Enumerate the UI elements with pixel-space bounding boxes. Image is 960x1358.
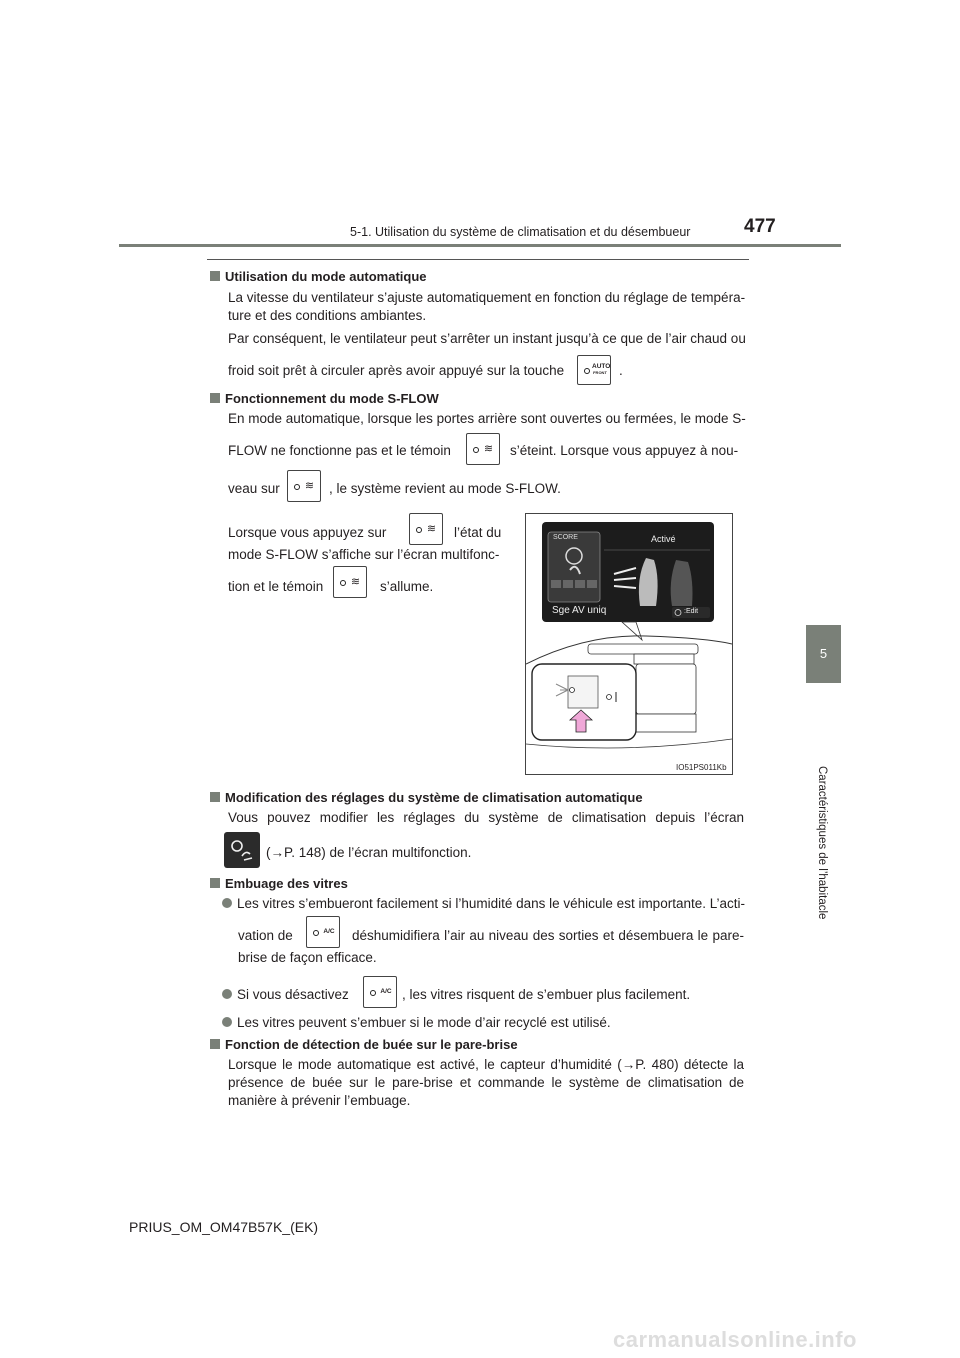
sflow-text-6a: tion et le témoin (228, 579, 324, 594)
sflow-text-4a: Lorsque vous appuyez sur (228, 525, 387, 540)
sflow-text-1: En mode automatique, lorsque les portes arrière sont ouvertes ou fermées, le mode S- (228, 411, 746, 426)
auto-mode-text-4: froid soit prêt à circuler après avoir appuyé sur la touche (228, 363, 565, 378)
sflow-indicator-icon-2: ≋ (333, 566, 367, 598)
active-label: Activé (651, 534, 676, 544)
sflow-text-5: mode S-FLOW s’affiche sur l’écran multifonc- (228, 547, 500, 562)
auto-mode-text-3: Par conséquent, le ventilateur peut s’arrêter un instant jusqu’à ce que de l’air chaud ou (228, 331, 746, 346)
climate-settings-icon (224, 832, 260, 868)
square-bullet-icon (210, 271, 220, 281)
document-code-footer: PRIUS_OM_OM47B57K_(EK) (129, 1219, 319, 1235)
fogging-bullet-3: Les vitres peuvent s’embuer si le mode d’air recyclé est utilisé. (222, 1015, 611, 1030)
fogging-bullet-2-line-a: Si vous désactivez (222, 987, 349, 1002)
sflow-button-icon-2: ≋ (409, 513, 443, 545)
modify-text-2: (→P. 148) de l’écran multifonction. (266, 845, 472, 860)
watermark: carmanualsonline.info (613, 1327, 857, 1352)
sflow-text-3a: veau sur (228, 481, 280, 496)
header-title: 5-1. Utilisation du système de climatisation et du désembueur (350, 225, 691, 239)
fogging-bullet-1-line-1: Les vitres s’embueront facilement si l’humidité dans le véhicule est importante. L’acti- (222, 896, 744, 911)
ac-button-icon: A/C (306, 916, 340, 948)
auto-button-label: AUTO FRONT (592, 363, 611, 375)
figure-code: IO51PS011Kb (676, 763, 727, 772)
fogging-bullet-1-line-2b: déshumidifiera l’air au niveau des sorties et désembuera le pare- (352, 928, 744, 943)
square-bullet-icon (210, 792, 220, 802)
edit-label: :Edit (684, 608, 699, 615)
rear-seat-icon (671, 560, 693, 606)
ac-button-icon-2: A/C (363, 976, 397, 1008)
indicator-dot-icon (584, 368, 590, 374)
sflow-text-2b: s’éteint. Lorsque vous appuyez à nou- (510, 443, 739, 458)
square-bullet-icon (210, 878, 220, 888)
heading-detection: Fonction de détection de buée sur le pare-brise (210, 1037, 518, 1052)
sflow-indicator-icon: ≋ (466, 433, 500, 465)
square-bullet-icon (210, 1039, 220, 1049)
chapter-side-label: Caractéristiques de l’habitacle (816, 766, 828, 920)
fogging-bullet-2-line-b: , les vitres risquent de s’embuer plus facilement. (402, 987, 691, 1002)
chapter-tab[interactable]: 5 (806, 625, 841, 683)
score-label: SCORE (553, 534, 578, 541)
center-display (636, 664, 696, 714)
fogging-bullet-1-line-3: brise de façon efficace. (238, 950, 377, 965)
header-rule (119, 244, 841, 247)
heading-auto-mode: Utilisation du mode automatique (210, 269, 427, 284)
sflow-text-2a: FLOW ne fonctionne pas et le témoin (228, 443, 451, 458)
heading-modify: Modification des réglages du système de climatisation automatique (210, 790, 643, 805)
round-bullet-icon (222, 1017, 232, 1027)
dashboard-drawing (526, 514, 732, 774)
detection-text-2: présence de buée sur le pare-brise et commande le système de climatisation de (228, 1075, 744, 1090)
auto-mode-text-1: La vitesse du ventilateur s’ajuste automatiquement en fonction du réglage de tempéra- (228, 290, 746, 305)
sflow-text-6b: s’allume. (380, 579, 434, 594)
heading-sflow: Fonctionnement du mode S-FLOW (210, 391, 439, 406)
auto-mode-text-4-end: . (619, 363, 623, 378)
sflow-text-4b: l’état du (454, 525, 502, 540)
round-bullet-icon (222, 989, 232, 999)
dashboard-illustration (525, 513, 733, 775)
sflow-text-3b: , le système revient au mode S-FLOW. (329, 481, 561, 496)
detection-text-3: manière à prévenir l’embuage. (228, 1093, 411, 1108)
round-bullet-icon (222, 898, 232, 908)
section-rule (207, 259, 749, 260)
auto-button-icon (577, 355, 611, 385)
page-number: 477 (744, 216, 776, 237)
sflow-button-icon: ≋ (287, 470, 321, 502)
heading-fogging: Embuage des vitres (210, 876, 348, 891)
fogging-bullet-1-line-2a: vation de (238, 928, 293, 943)
square-bullet-icon (210, 393, 220, 403)
mode-label: Sge AV uniq (552, 605, 607, 616)
modify-text-1: Vous pouvez modifier les réglages du système de climatisation depuis l’écran (228, 810, 744, 825)
auto-mode-text-2: ture et des conditions ambiantes. (228, 308, 427, 323)
detection-text-1: Lorsque le mode automatique est activé, le capteur d’humidité (→P. 480) détecte la (228, 1057, 744, 1072)
